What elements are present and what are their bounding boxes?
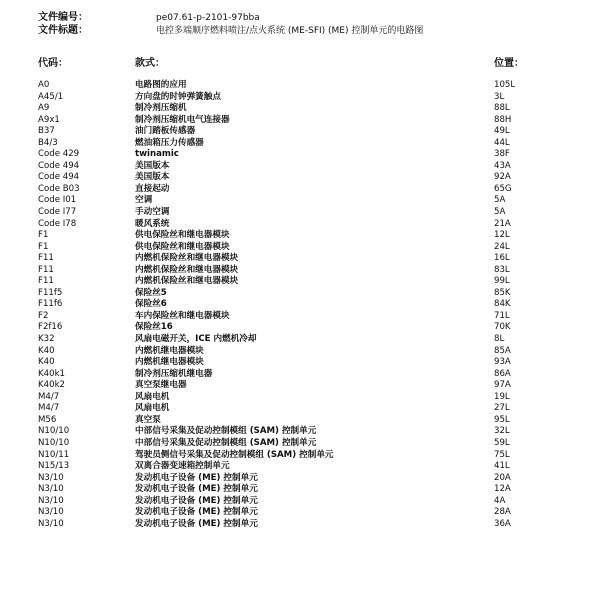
component-description: 油门踏板传感器 bbox=[135, 126, 196, 137]
component-position: 93A bbox=[494, 357, 511, 368]
table-row bbox=[0, 346, 607, 358]
component-position: 95L bbox=[494, 414, 510, 425]
table-row bbox=[0, 461, 607, 473]
table-row bbox=[0, 496, 607, 508]
doc-number-line bbox=[38, 12, 260, 24]
component-description: 内燃机保险丝和继电器模块 bbox=[135, 253, 239, 264]
component-description: 制冷剂压缩机电气连接器 bbox=[135, 114, 230, 125]
doc-title-line bbox=[38, 25, 423, 37]
component-position: 99L bbox=[494, 276, 510, 287]
component-description: 风扇电磁开关，ICE 内燃机冷却 bbox=[135, 334, 257, 345]
component-table bbox=[0, 80, 607, 530]
column-header-position: 位置： bbox=[494, 58, 524, 69]
component-description: 制冷剂压缩机继电器 bbox=[135, 368, 213, 379]
table-row bbox=[0, 103, 607, 115]
table-row bbox=[0, 369, 607, 381]
component-code: N3/10 bbox=[38, 495, 64, 506]
component-code: F11 bbox=[38, 276, 54, 287]
doc-title-value: 电控多端顺序燃料喷注/点火系统 (ME-SFI) (ME) 控制单元的电路图 bbox=[156, 26, 424, 36]
component-code: N10/11 bbox=[38, 449, 70, 460]
table-row bbox=[0, 392, 607, 404]
component-position: 3L bbox=[494, 91, 505, 102]
component-position: 20A bbox=[494, 472, 511, 483]
table-row bbox=[0, 184, 607, 196]
table-row bbox=[0, 276, 607, 288]
component-position: 65G bbox=[494, 183, 512, 194]
component-position: 85A bbox=[494, 345, 511, 356]
table-row bbox=[0, 519, 607, 531]
component-description: 制冷剂压缩机 bbox=[135, 103, 187, 114]
component-description: 直接起动 bbox=[135, 183, 170, 194]
component-code: N3/10 bbox=[38, 518, 64, 529]
component-description: 真空泵继电器 bbox=[135, 380, 187, 391]
doc-title-label: 文件标题： bbox=[38, 25, 88, 36]
table-row bbox=[0, 253, 607, 265]
component-code: F11 bbox=[38, 264, 54, 275]
component-description: 内燃机保险丝和继电器模块 bbox=[135, 276, 239, 287]
component-position: 86A bbox=[494, 368, 511, 379]
table-row bbox=[0, 195, 607, 207]
component-description: 车内保险丝和继电器模块 bbox=[135, 310, 230, 321]
table-row bbox=[0, 138, 607, 150]
table-row bbox=[0, 265, 607, 277]
component-code: B37 bbox=[38, 126, 55, 137]
component-description: 供电保险丝和继电器模块 bbox=[135, 241, 230, 252]
component-code: F2f16 bbox=[38, 322, 63, 333]
component-description: 方向盘的时钟弹簧触点 bbox=[135, 91, 221, 102]
component-description: 保险丝16 bbox=[135, 322, 173, 333]
component-description: 内燃机继电器模块 bbox=[135, 345, 204, 356]
component-position: 12A bbox=[494, 484, 511, 495]
component-description: 燃油箱压力传感器 bbox=[135, 137, 204, 148]
component-position: 8L bbox=[494, 334, 505, 345]
component-code: M4/7 bbox=[38, 391, 60, 402]
table-row bbox=[0, 473, 607, 485]
table-row bbox=[0, 507, 607, 519]
component-code: N3/10 bbox=[38, 484, 64, 495]
component-position: 16L bbox=[494, 253, 510, 264]
component-code: A9x1 bbox=[38, 114, 60, 125]
component-description: 电路图的应用 bbox=[135, 80, 187, 90]
component-code: K32 bbox=[38, 334, 55, 345]
component-code: Code I78 bbox=[38, 218, 77, 229]
component-description: 保险丝6 bbox=[135, 299, 167, 310]
component-description: 发动机电子设备 (ME) 控制单元 bbox=[135, 472, 258, 483]
component-code: A0 bbox=[38, 80, 50, 90]
component-position: 49L bbox=[494, 126, 510, 137]
table-row bbox=[0, 288, 607, 300]
component-position: 32L bbox=[494, 426, 510, 437]
component-description: 发动机电子设备 (ME) 控制单元 bbox=[135, 507, 258, 518]
component-description: 发动机电子设备 (ME) 控制单元 bbox=[135, 484, 258, 495]
table-row bbox=[0, 380, 607, 392]
table-row bbox=[0, 80, 607, 92]
component-position: 59L bbox=[494, 437, 510, 448]
component-description: 风扇电机 bbox=[135, 391, 170, 402]
component-code: A9 bbox=[38, 103, 50, 114]
table-row bbox=[0, 357, 607, 369]
component-description: 内燃机继电器模块 bbox=[135, 357, 204, 368]
table-row bbox=[0, 403, 607, 415]
component-code: A45/1 bbox=[38, 91, 64, 102]
component-code: N15/13 bbox=[38, 461, 70, 472]
component-position: 21A bbox=[494, 218, 511, 229]
component-description: 双离合器变速箱控制单元 bbox=[135, 461, 230, 472]
component-position: 4A bbox=[494, 495, 506, 506]
component-position: 19L bbox=[494, 391, 510, 402]
table-row bbox=[0, 161, 607, 173]
component-description: 美国版本 bbox=[135, 160, 170, 171]
table-row bbox=[0, 149, 607, 161]
component-description: 美国版本 bbox=[135, 172, 170, 183]
component-position: 44L bbox=[494, 137, 510, 148]
component-position: 5A bbox=[494, 207, 506, 218]
component-description: twinamic bbox=[135, 149, 179, 160]
table-row bbox=[0, 230, 607, 242]
component-position: 12L bbox=[494, 230, 510, 241]
table-row bbox=[0, 311, 607, 323]
doc-number-value: pe07.61-p-2101-97bba bbox=[156, 13, 260, 23]
component-position: 92A bbox=[494, 172, 511, 183]
table-row bbox=[0, 415, 607, 427]
component-description: 发动机电子设备 (ME) 控制单元 bbox=[135, 495, 258, 506]
component-position: 24L bbox=[494, 241, 510, 252]
component-code: N10/10 bbox=[38, 437, 70, 448]
component-code: K40k2 bbox=[38, 380, 66, 391]
component-position: 43A bbox=[494, 160, 511, 171]
table-row bbox=[0, 450, 607, 462]
table-row bbox=[0, 322, 607, 334]
component-description: 风扇电机 bbox=[135, 403, 170, 414]
table-row bbox=[0, 207, 607, 219]
component-code: K40 bbox=[38, 357, 55, 368]
table-row bbox=[0, 299, 607, 311]
table-row bbox=[0, 92, 607, 104]
component-code: Code 494 bbox=[38, 160, 80, 171]
table-row bbox=[0, 242, 607, 254]
table-row bbox=[0, 219, 607, 231]
component-code: M56 bbox=[38, 414, 57, 425]
component-code: B4/3 bbox=[38, 137, 58, 148]
table-row bbox=[0, 115, 607, 127]
component-description: 中部信号采集及促动控制模组 (SAM) 控制单元 bbox=[135, 437, 317, 448]
component-position: 85K bbox=[494, 287, 511, 298]
component-description: 暖风系统 bbox=[135, 218, 170, 229]
component-code: M4/7 bbox=[38, 403, 60, 414]
component-description: 供电保险丝和继电器模块 bbox=[135, 230, 230, 241]
component-position: 36A bbox=[494, 518, 511, 529]
component-code: F11f5 bbox=[38, 287, 63, 298]
component-position: 70K bbox=[494, 322, 511, 333]
table-row bbox=[0, 438, 607, 450]
component-code: N3/10 bbox=[38, 507, 64, 518]
column-header-description: 款式： bbox=[135, 58, 165, 69]
component-code: K40k1 bbox=[38, 368, 66, 379]
component-code: F11f6 bbox=[38, 299, 63, 310]
component-position: 41L bbox=[494, 461, 510, 472]
component-position: 88L bbox=[494, 103, 510, 114]
component-position: 88H bbox=[494, 114, 512, 125]
table-row bbox=[0, 172, 607, 184]
component-code: K40 bbox=[38, 345, 55, 356]
component-code: Code B03 bbox=[38, 183, 80, 194]
component-description: 真空泵 bbox=[135, 414, 161, 425]
component-code: N10/10 bbox=[38, 426, 70, 437]
component-position: 27L bbox=[494, 403, 510, 414]
component-description: 驾驶员侧信号采集及促动控制模组 (SAM) 控制单元 bbox=[135, 449, 334, 460]
component-code: Code 494 bbox=[38, 172, 80, 183]
table-row bbox=[0, 484, 607, 496]
component-position: 84K bbox=[494, 299, 511, 310]
doc-number-label: 文件编号： bbox=[38, 12, 88, 23]
component-code: N3/10 bbox=[38, 472, 64, 483]
component-code: Code 429 bbox=[38, 149, 80, 160]
component-position: 75L bbox=[494, 449, 510, 460]
table-row bbox=[0, 426, 607, 438]
component-code: Code I01 bbox=[38, 195, 77, 206]
component-description: 内燃机保险丝和继电器模块 bbox=[135, 264, 239, 275]
column-header-code: 代码： bbox=[38, 58, 68, 69]
component-description: 保险丝5 bbox=[135, 287, 167, 298]
component-description: 中部信号采集及促动控制模组 (SAM) 控制单元 bbox=[135, 426, 317, 437]
component-code: Code I77 bbox=[38, 207, 77, 218]
component-code: F1 bbox=[38, 230, 49, 241]
component-code: F11 bbox=[38, 253, 54, 264]
component-description: 发动机电子设备 (ME) 控制单元 bbox=[135, 518, 258, 529]
component-position: 28A bbox=[494, 507, 511, 518]
table-row bbox=[0, 126, 607, 138]
component-code: F2 bbox=[38, 310, 49, 321]
component-description: 手动空调 bbox=[135, 207, 170, 218]
component-description: 空调 bbox=[135, 195, 153, 206]
component-position: 105L bbox=[494, 80, 516, 90]
component-code: F1 bbox=[38, 241, 49, 252]
component-position: 83L bbox=[494, 264, 510, 275]
component-position: 97A bbox=[494, 380, 511, 391]
component-position: 5A bbox=[494, 195, 506, 206]
table-row bbox=[0, 334, 607, 346]
component-position: 71L bbox=[494, 310, 510, 321]
component-position: 38F bbox=[494, 149, 510, 160]
